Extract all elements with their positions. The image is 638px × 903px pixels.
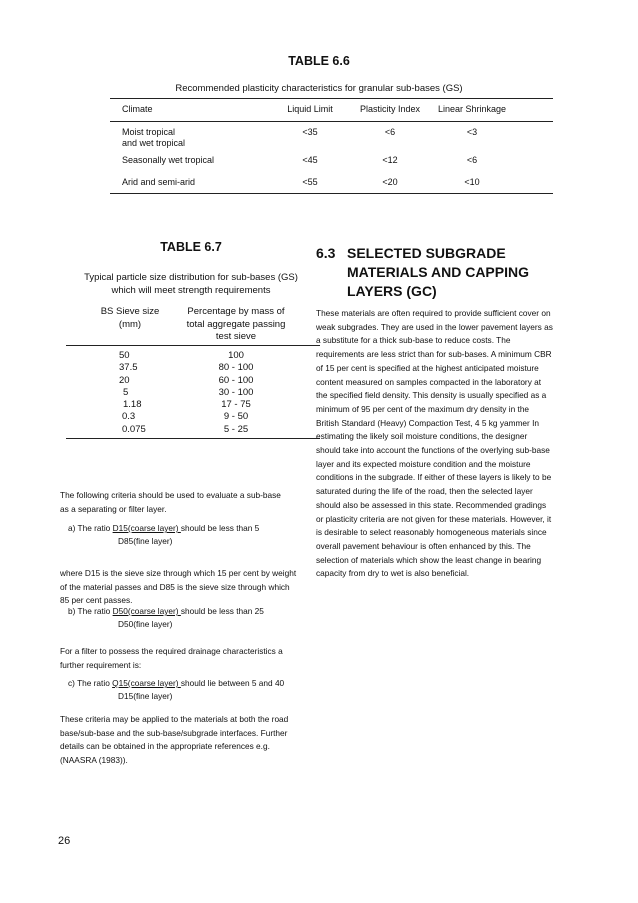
table-6-6-climate: Arid and semi-arid bbox=[122, 177, 196, 187]
page-number: 26 bbox=[58, 835, 71, 847]
body-line: layer and its expected moisture condition and the moisture bbox=[316, 458, 531, 469]
body-line: details can be obtained in the appropriate references e.g. bbox=[60, 741, 270, 752]
ratio-condition: should lie between 5 and 40 bbox=[180, 678, 285, 688]
table-6-6-climate: Moist tropical bbox=[122, 127, 176, 137]
body-line: of 15 per cent is specified at the highest anticipated moisture bbox=[316, 362, 539, 373]
ratio-line bbox=[68, 605, 330, 618]
ratio-line bbox=[68, 522, 330, 535]
percent-passing: 17 - 75 bbox=[221, 399, 251, 411]
table-6-6-header-climate: Climate bbox=[122, 104, 153, 114]
body-line: British Standard (Heavy) Compaction Test, 4 5 kg yammer In bbox=[316, 417, 540, 428]
table-6-6-linear-shrinkage: <3 bbox=[466, 127, 478, 137]
body-line: content measured on samples compacted in the laboratory at bbox=[316, 376, 542, 387]
ratio-denominator: D85(fine layer) bbox=[118, 536, 173, 547]
table-6-6-top-rule bbox=[110, 98, 553, 99]
table-6-6-title: TABLE 6.6 bbox=[288, 54, 350, 68]
body-line: 85 per cent passes. bbox=[60, 595, 133, 606]
section-title bbox=[347, 244, 597, 301]
table-6-6-plasticity-index: <20 bbox=[382, 177, 398, 187]
table-6-6-climate: and wet tropical bbox=[122, 138, 186, 148]
table-6-6-liquid-limit: <35 bbox=[302, 127, 318, 137]
body-line: The following criteria should be used to evaluate a sub-base bbox=[60, 490, 281, 500]
section-title-line: MATERIALS AND CAPPING bbox=[347, 264, 529, 280]
body-line: where D15 is the sieve size through which 15 per cent by weight bbox=[60, 568, 297, 578]
body-line: For a filter to possess the required drainage characteristics a bbox=[60, 646, 283, 656]
ratio-numerator: D15(coarse layer) bbox=[112, 523, 181, 533]
ratio-condition: should be less than 5 bbox=[180, 523, 260, 533]
ratio-label: b) The ratio bbox=[68, 606, 113, 616]
sieve-size: 1.18 bbox=[123, 399, 142, 411]
table-6-7-title: TABLE 6.7 bbox=[160, 240, 222, 254]
ratio-label: c) The ratio bbox=[68, 678, 113, 688]
header-line: total aggregate passing bbox=[186, 318, 286, 330]
header-line: BS Sieve size bbox=[100, 306, 160, 317]
body-line: should take into account the functions of the overlying sub-base bbox=[316, 445, 550, 456]
body-line: capacity from dry to wet is also beneficial. bbox=[316, 568, 470, 579]
section-title-line: LAYERS (GC) bbox=[347, 283, 437, 299]
table-6-6-liquid-limit: <55 bbox=[302, 177, 318, 187]
body-line: further requirement is: bbox=[60, 659, 142, 670]
body-line: requirements are less strict than for sub-bases. A minimum CBR bbox=[316, 349, 552, 360]
table-6-6-caption: Recommended plasticity characteristics for granular sub-bases (GS) bbox=[175, 83, 463, 94]
body-line: saturated during the life of the road, then the selected layer bbox=[316, 486, 533, 497]
table-6-7-header-sieve bbox=[84, 306, 176, 331]
table-6-7-header-percentage bbox=[172, 306, 300, 344]
table-6-7-sieve-column bbox=[119, 350, 146, 436]
table-6-7-caption-line: which will meet strength requirements bbox=[111, 284, 271, 296]
header-line: Percentage by mass of bbox=[187, 306, 285, 317]
body-line: conditions in the subgrade. If either of these layers is likely to be bbox=[316, 472, 552, 483]
percent-passing: 100 bbox=[228, 350, 244, 361]
table-6-6-liquid-limit: <45 bbox=[302, 155, 318, 165]
table-6-7-caption-line: Typical particle size distribution for sub-bases (GS) bbox=[84, 272, 298, 283]
percent-passing: 5 - 25 bbox=[223, 423, 249, 435]
body-line: These criteria may be applied to the materials at both the road bbox=[60, 714, 289, 724]
body-line: or plasticity criteria are not given for these materials. However, it bbox=[316, 513, 552, 524]
body-line: as a separating or filter layer. bbox=[60, 503, 167, 514]
ratio-b bbox=[68, 605, 330, 631]
body-line: a substitute for a thick sub-base to reduce costs. The bbox=[316, 335, 511, 346]
ratio-numerator: D50(coarse layer) bbox=[112, 606, 181, 616]
sieve-size: 5 bbox=[123, 386, 129, 398]
sieve-size: 0.075 bbox=[122, 423, 146, 435]
sieve-size: 37.5 bbox=[119, 362, 138, 374]
body-line: minimum of 95 per cent of the maximum dry density in the bbox=[316, 403, 530, 414]
criteria-filter bbox=[60, 645, 322, 672]
percent-passing: 30 - 100 bbox=[218, 386, 254, 398]
sieve-size: 0.3 bbox=[122, 411, 136, 423]
body-line: weak subgrades. They are used in the lower pavement layers as bbox=[316, 321, 553, 332]
percent-passing: 80 - 100 bbox=[218, 362, 254, 374]
ratio-c bbox=[68, 677, 330, 703]
body-line: estimating the likely soil moisture conditions, the designer bbox=[316, 431, 528, 442]
table-6-7-caption bbox=[62, 272, 320, 297]
header-line: test sieve bbox=[215, 331, 257, 342]
table-6-6-header-plasticity-index: Plasticity Index bbox=[359, 104, 421, 114]
section-number: 6.3 bbox=[316, 245, 336, 261]
table-6-6-header-linear-shrinkage: Linear Shrinkage bbox=[437, 104, 507, 114]
ratio-numerator: Q15(coarse layer) bbox=[112, 678, 181, 688]
body-line: should also be assessed in this state. Recommended gradings bbox=[316, 499, 547, 510]
criteria-intro bbox=[60, 489, 322, 516]
table-6-6-linear-shrinkage: <6 bbox=[466, 155, 478, 165]
ratio-denominator: D15(fine layer) bbox=[118, 691, 173, 702]
table-6-6-bottom-rule bbox=[110, 193, 553, 194]
table-6-7-percent-column bbox=[196, 350, 276, 436]
section-6-3-body bbox=[316, 307, 592, 581]
percent-passing: 9 - 50 bbox=[223, 411, 249, 423]
body-line: selection of materials which show the least change in bearing bbox=[316, 554, 542, 565]
table-6-6-header-rule bbox=[110, 121, 553, 122]
header-line: (mm) bbox=[118, 318, 142, 330]
ratio-denominator: D50(fine layer) bbox=[118, 619, 173, 630]
ratio-line bbox=[68, 677, 330, 690]
criteria-final bbox=[60, 713, 322, 768]
table-6-7-header-rule bbox=[66, 345, 320, 346]
sieve-size: 20 bbox=[119, 374, 130, 386]
body-line: These materials are often required to provide sufficient cover on bbox=[316, 308, 551, 318]
table-6-7-bottom-rule bbox=[66, 438, 320, 439]
ratio-condition: should be less than 25 bbox=[180, 606, 264, 616]
body-line: overall pavement behaviour is often enhanced by this. The bbox=[316, 540, 531, 551]
percent-passing: 60 - 100 bbox=[218, 374, 254, 386]
table-6-6-climate: Seasonally wet tropical bbox=[122, 155, 215, 165]
table-6-6-header-liquid-limit: Liquid Limit bbox=[287, 104, 333, 114]
ratio-a bbox=[68, 522, 330, 548]
body-line: base/sub-base and the sub-base/subgrade interfaces. Further bbox=[60, 727, 288, 738]
ratio-label: a) The ratio bbox=[68, 523, 113, 533]
criteria-where bbox=[60, 567, 322, 608]
body-line: the specified field density. This density is usually specified as a bbox=[316, 390, 547, 401]
table-6-6-plasticity-index: <12 bbox=[382, 155, 398, 165]
body-line: of the material passes and D85 is the sieve size through which bbox=[60, 581, 290, 592]
body-line: is desirable to select reasonably homogeneous materials since bbox=[316, 527, 547, 538]
body-line: (NAASRA (1983)). bbox=[60, 755, 128, 766]
section-title-line: SELECTED SUBGRADE bbox=[347, 245, 506, 261]
table-6-6-plasticity-index: <6 bbox=[384, 127, 396, 137]
table-6-6-linear-shrinkage: <10 bbox=[464, 177, 480, 187]
sieve-size: 50 bbox=[119, 350, 130, 361]
